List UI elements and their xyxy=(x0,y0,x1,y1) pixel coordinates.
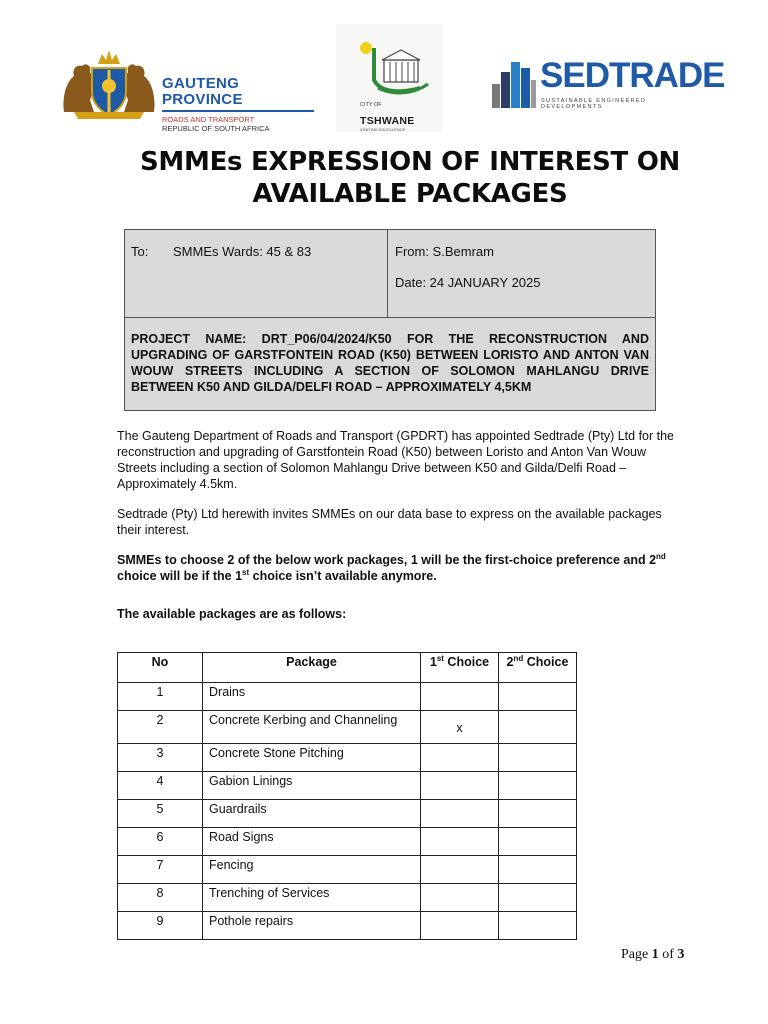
intro-paragraph: The Gauteng Department of Roads and Transport (GPDRT) has appointed Sedtrade (Pty) Ltd for the reconstruction and upgrading of Garstfontein Road (K50) between Loristo and Anton Van Wouw Streets including a section of Solomon Mahlangu Drive between K50 and Gilda/Delfi Road – Approximately 4.5km. xyxy=(117,429,675,491)
cell-second-choice xyxy=(499,828,577,856)
document-title: SMMEs EXPRESSION OF INTEREST ON AVAILABLE PACKAGES xyxy=(140,147,680,209)
tshwane-name: TSHWANE xyxy=(360,115,415,127)
gauteng-underline xyxy=(162,110,314,112)
table-row xyxy=(118,711,577,744)
choice-mark: x xyxy=(456,721,463,735)
table-row xyxy=(118,683,577,711)
cell-first-choice xyxy=(421,800,499,828)
table-row xyxy=(118,828,577,856)
cell-package: Concrete Stone Pitching xyxy=(203,744,421,772)
header-second-choice: 2nd Choice xyxy=(499,653,577,683)
table-header-row xyxy=(118,653,577,683)
cell-no: 3 xyxy=(118,744,203,772)
memo-date: Date: 24 JANUARY 2025 xyxy=(395,275,541,290)
cell-no: 1 xyxy=(118,683,203,711)
cell-first-choice xyxy=(421,912,499,940)
cell-second-choice xyxy=(499,683,577,711)
cell-second-choice xyxy=(499,912,577,940)
table-row xyxy=(118,772,577,800)
cell-second-choice xyxy=(499,744,577,772)
tshwane-city-label: CITY OF xyxy=(360,102,382,108)
instructions-sup-2: st xyxy=(242,567,250,577)
sedtrade-name: SEDTRADE xyxy=(540,56,725,95)
table-row xyxy=(118,800,577,828)
cell-no: 6 xyxy=(118,828,203,856)
header-no: No xyxy=(118,653,203,683)
city-of-tshwane-logo xyxy=(336,24,442,132)
cell-second-choice xyxy=(499,856,577,884)
header-package: Package xyxy=(203,653,421,683)
cell-package: Fencing xyxy=(203,856,421,884)
cell-no: 8 xyxy=(118,884,203,912)
cell-first-choice xyxy=(421,772,499,800)
table-row xyxy=(118,884,577,912)
memo-vertical-divider xyxy=(387,230,388,317)
instructions-paragraph xyxy=(117,552,687,584)
cell-package: Gabion Linings xyxy=(203,772,421,800)
cell-second-choice xyxy=(499,772,577,800)
page-number: Page 1 of 3 xyxy=(621,947,685,962)
cell-first-choice xyxy=(421,744,499,772)
cell-first-choice xyxy=(421,856,499,884)
instructions-sup-1: nd xyxy=(656,551,666,561)
instructions-part-2: choice will be if the 1 xyxy=(117,569,243,583)
cell-package: Guardrails xyxy=(203,800,421,828)
gauteng-country: REPUBLIC OF SOUTH AFRICA xyxy=(162,124,270,133)
memo-header-box xyxy=(124,229,656,411)
cell-package: Trenching of Services xyxy=(203,884,421,912)
gauteng-name: GAUTENG PROVINCE xyxy=(162,75,243,108)
cell-second-choice xyxy=(499,884,577,912)
cell-first-choice xyxy=(421,683,499,711)
memo-recipient: SMMEs Wards: 45 & 83 xyxy=(173,244,312,259)
instructions-part-3: choice isn’t available anymore. xyxy=(249,569,437,583)
gauteng-department: ROADS AND TRANSPORT xyxy=(162,115,255,124)
memo-sender: From: S.Bemram xyxy=(395,244,494,259)
packages-table xyxy=(117,652,577,940)
tshwane-building-icon xyxy=(354,38,432,100)
cell-second-choice xyxy=(499,711,577,744)
cell-package: Drains xyxy=(203,683,421,711)
memo-horizontal-divider xyxy=(125,317,655,318)
gauteng-province-logo xyxy=(60,42,322,133)
cell-package: Concrete Kerbing and Channeling xyxy=(203,711,421,744)
sedtrade-tagline: SUSTAINABLE ENGINEERED DEVELOPMENTS xyxy=(541,98,647,110)
cell-first-choice xyxy=(421,828,499,856)
cell-no: 7 xyxy=(118,856,203,884)
sedtrade-buildings-icon xyxy=(490,58,536,108)
table-row xyxy=(118,912,577,940)
cell-second-choice xyxy=(499,800,577,828)
cell-no: 4 xyxy=(118,772,203,800)
cell-first-choice xyxy=(421,711,499,744)
packages-heading: The available packages are as follows: xyxy=(117,607,347,621)
project-name: PROJECT NAME: DRT_P06/04/2024/K50 FOR THE RECONSTRUCTION AND UPGRADING OF GARSTFONTEIN ROAD (K50) BETWEEN LORISTO AND ANTON VAN WOUW STREETS INCLUDING A SECTION OF SOLOMON MAHLANGU DRIVE BETWEEN K50 AND GILDA/DELFI ROAD – APPROXIMATELY 4,5KM xyxy=(131,332,649,394)
cell-no: 9 xyxy=(118,912,203,940)
cell-first-choice xyxy=(421,884,499,912)
tshwane-tagline: IGNITING EXCELLENCE xyxy=(360,127,406,132)
sedtrade-logo xyxy=(490,56,725,112)
cell-package: Road Signs xyxy=(203,828,421,856)
table-row xyxy=(118,744,577,772)
table-row xyxy=(118,856,577,884)
memo-to-label: To: xyxy=(131,244,149,259)
invitation-paragraph: Sedtrade (Pty) Ltd herewith invites SMMEs on our data base to express on the available packages their interest. xyxy=(117,507,662,537)
coat-of-arms-icon xyxy=(60,42,158,120)
header-first-choice: 1st Choice xyxy=(421,653,499,683)
cell-no: 2 xyxy=(118,711,203,744)
cell-package: Pothole repairs xyxy=(203,912,421,940)
cell-no: 5 xyxy=(118,800,203,828)
instructions-part-1: SMMEs to choose 2 of the below work packages, 1 will be the first-choice preference and 2 xyxy=(117,553,657,567)
